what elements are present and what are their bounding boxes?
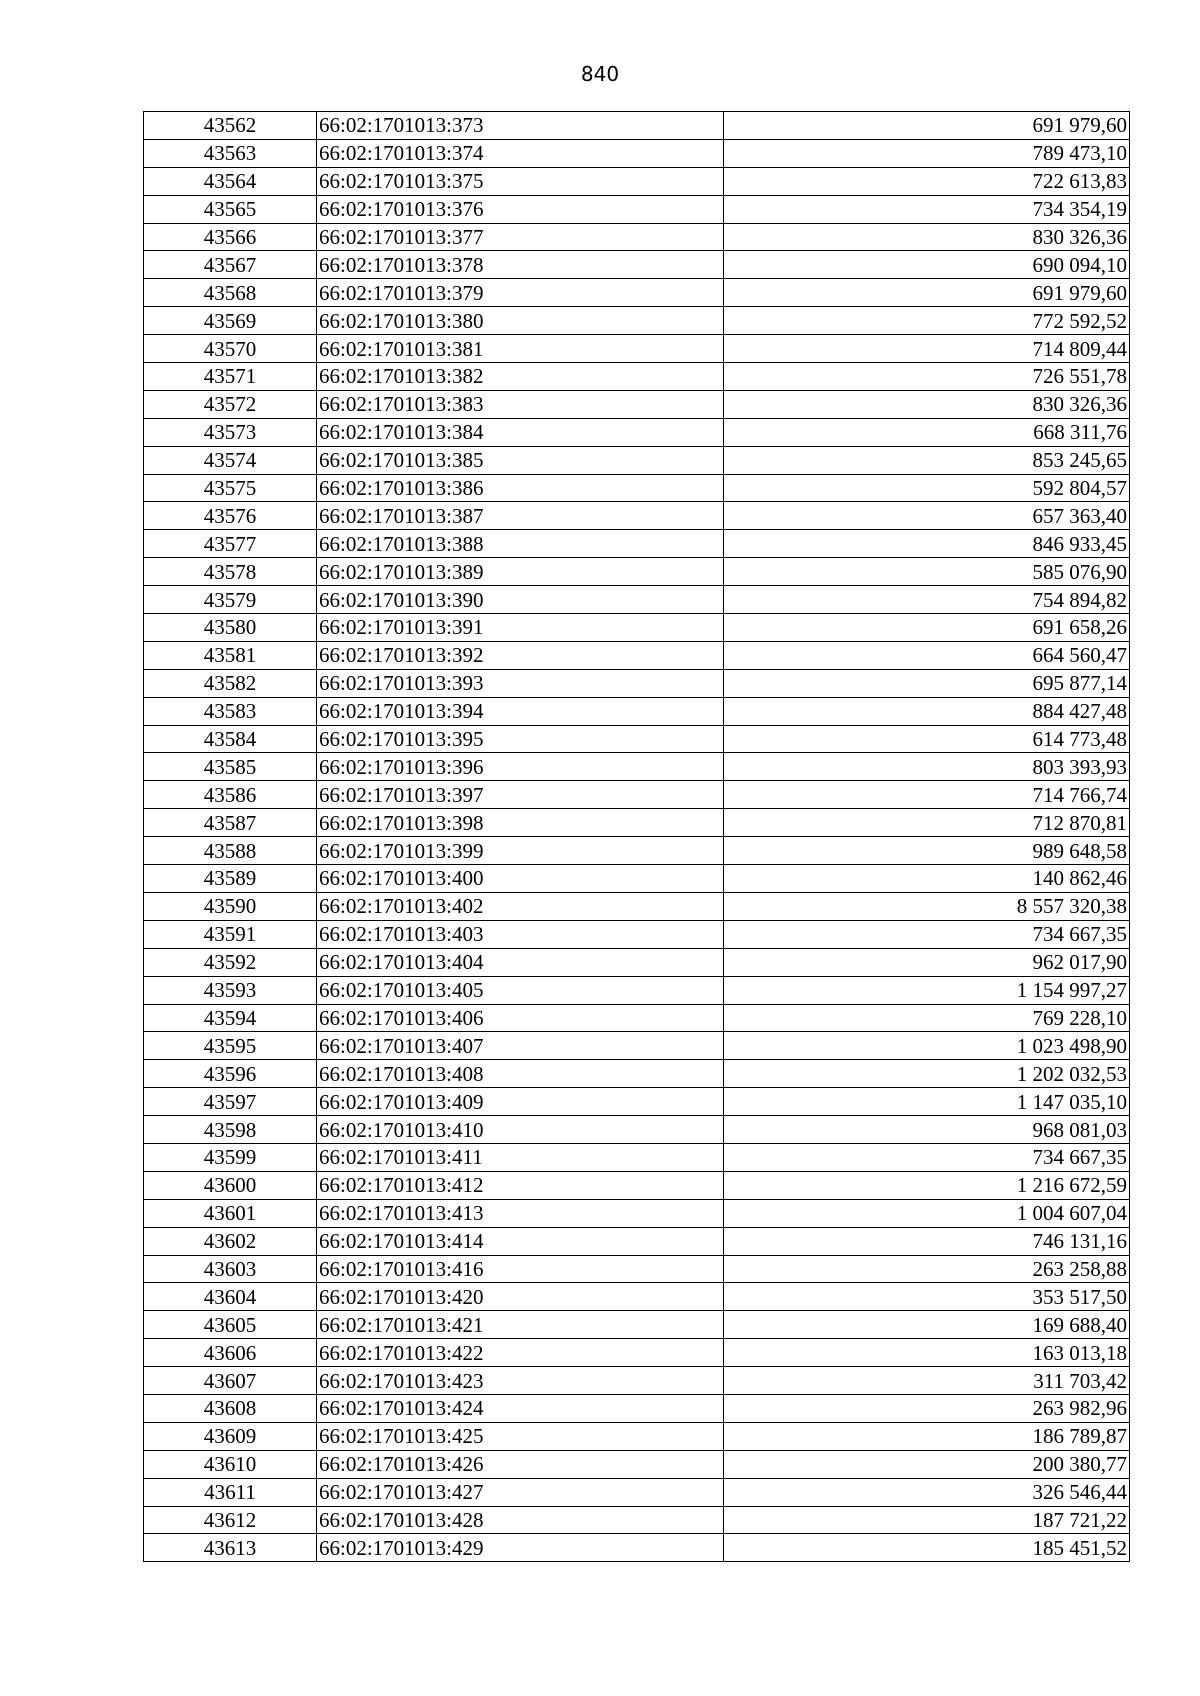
cadastral-value-cell: 657 363,40 [724, 502, 1130, 530]
cadastral-value-cell: 754 894,82 [724, 586, 1130, 614]
table-row [144, 1032, 1130, 1060]
table-row [144, 669, 1130, 697]
row-number-cell: 43601 [144, 1199, 317, 1227]
table-row [144, 1060, 1130, 1088]
table-row [144, 530, 1130, 558]
row-number-cell: 43611 [144, 1478, 317, 1506]
table-row [144, 418, 1130, 446]
row-number-cell: 43584 [144, 725, 317, 753]
cadastral-value-cell: 968 081,03 [724, 1116, 1130, 1144]
cadastral-value-cell: 8 557 320,38 [724, 892, 1130, 920]
table-row [144, 1534, 1130, 1562]
table-row [144, 1394, 1130, 1422]
row-number-cell: 43609 [144, 1422, 317, 1450]
cadastral-number-cell: 66:02:1701013:406 [317, 1004, 724, 1032]
table-row [144, 1339, 1130, 1367]
cadastral-number-cell: 66:02:1701013:424 [317, 1394, 724, 1422]
table-row [144, 307, 1130, 335]
cadastral-value-cell: 746 131,16 [724, 1227, 1130, 1255]
cadastral-value-cell: 1 147 035,10 [724, 1088, 1130, 1116]
table-row [144, 1199, 1130, 1227]
cadastral-number-cell: 66:02:1701013:396 [317, 753, 724, 781]
table-row [144, 1143, 1130, 1171]
table-row [144, 223, 1130, 251]
cadastral-value-cell: 691 979,60 [724, 112, 1130, 140]
row-number-cell: 43585 [144, 753, 317, 781]
cadastral-value-cell: 695 877,14 [724, 669, 1130, 697]
row-number-cell: 43568 [144, 279, 317, 307]
cadastral-number-cell: 66:02:1701013:394 [317, 697, 724, 725]
cadastral-number-cell: 66:02:1701013:373 [317, 112, 724, 140]
cadastral-number-cell: 66:02:1701013:420 [317, 1283, 724, 1311]
cadastral-number-cell: 66:02:1701013:383 [317, 390, 724, 418]
table-row [144, 139, 1130, 167]
table-row [144, 920, 1130, 948]
cadastral-value-cell: 614 773,48 [724, 725, 1130, 753]
cadastral-number-cell: 66:02:1701013:404 [317, 948, 724, 976]
row-number-cell: 43602 [144, 1227, 317, 1255]
cadastral-number-cell: 66:02:1701013:403 [317, 920, 724, 948]
row-number-cell: 43607 [144, 1367, 317, 1395]
cadastral-value-cell: 585 076,90 [724, 558, 1130, 586]
table-row [144, 1227, 1130, 1255]
cadastral-number-cell: 66:02:1701013:393 [317, 669, 724, 697]
cadastral-number-cell: 66:02:1701013:399 [317, 837, 724, 865]
cadastral-value-cell: 962 017,90 [724, 948, 1130, 976]
cadastral-number-cell: 66:02:1701013:400 [317, 865, 724, 893]
table-row [144, 335, 1130, 363]
cadastral-number-cell: 66:02:1701013:428 [317, 1506, 724, 1534]
table-row [144, 195, 1130, 223]
row-number-cell: 43574 [144, 446, 317, 474]
table-row [144, 112, 1130, 140]
table-row [144, 948, 1130, 976]
cadastral-number-cell: 66:02:1701013:388 [317, 530, 724, 558]
row-number-cell: 43579 [144, 586, 317, 614]
row-number-cell: 43570 [144, 335, 317, 363]
cadastral-number-cell: 66:02:1701013:407 [317, 1032, 724, 1060]
row-number-cell: 43612 [144, 1506, 317, 1534]
row-number-cell: 43588 [144, 837, 317, 865]
cadastral-value-cell: 691 658,26 [724, 614, 1130, 642]
cadastral-number-cell: 66:02:1701013:405 [317, 976, 724, 1004]
cadastral-number-cell: 66:02:1701013:385 [317, 446, 724, 474]
table-row [144, 363, 1130, 391]
table-row [144, 1311, 1130, 1339]
cadastral-value-cell: 884 427,48 [724, 697, 1130, 725]
table-row [144, 837, 1130, 865]
table-row [144, 279, 1130, 307]
cadastral-value-cell: 830 326,36 [724, 223, 1130, 251]
cadastral-value-cell: 187 721,22 [724, 1506, 1130, 1534]
table-row [144, 1088, 1130, 1116]
table-row [144, 1255, 1130, 1283]
table-row [144, 446, 1130, 474]
table-row [144, 390, 1130, 418]
row-number-cell: 43606 [144, 1339, 317, 1367]
row-number-cell: 43565 [144, 195, 317, 223]
row-number-cell: 43598 [144, 1116, 317, 1144]
table-row [144, 1450, 1130, 1478]
cadastral-value-cell: 691 979,60 [724, 279, 1130, 307]
cadastral-number-cell: 66:02:1701013:422 [317, 1339, 724, 1367]
table-row [144, 641, 1130, 669]
row-number-cell: 43600 [144, 1171, 317, 1199]
cadastral-number-cell: 66:02:1701013:413 [317, 1199, 724, 1227]
cadastral-value-table [143, 111, 1130, 1562]
cadastral-number-cell: 66:02:1701013:411 [317, 1143, 724, 1171]
cadastral-number-cell: 66:02:1701013:376 [317, 195, 724, 223]
table-row [144, 251, 1130, 279]
table-row [144, 167, 1130, 195]
table-row [144, 1283, 1130, 1311]
table-row [144, 586, 1130, 614]
table-row [144, 1478, 1130, 1506]
cadastral-value-cell: 714 766,74 [724, 781, 1130, 809]
cadastral-number-cell: 66:02:1701013:381 [317, 335, 724, 363]
cadastral-number-cell: 66:02:1701013:382 [317, 363, 724, 391]
cadastral-number-cell: 66:02:1701013:416 [317, 1255, 724, 1283]
table-row [144, 1004, 1130, 1032]
row-number-cell: 43593 [144, 976, 317, 1004]
cadastral-value-cell: 830 326,36 [724, 390, 1130, 418]
row-number-cell: 43596 [144, 1060, 317, 1088]
table-row [144, 809, 1130, 837]
cadastral-value-cell: 690 094,10 [724, 251, 1130, 279]
cadastral-value-cell: 1 216 672,59 [724, 1171, 1130, 1199]
table-row [144, 725, 1130, 753]
cadastral-value-cell: 353 517,50 [724, 1283, 1130, 1311]
row-number-cell: 43580 [144, 614, 317, 642]
row-number-cell: 43562 [144, 112, 317, 140]
row-number-cell: 43564 [144, 167, 317, 195]
row-number-cell: 43578 [144, 558, 317, 586]
table-row [144, 1367, 1130, 1395]
cadastral-number-cell: 66:02:1701013:375 [317, 167, 724, 195]
cadastral-value-cell: 714 809,44 [724, 335, 1130, 363]
cadastral-number-cell: 66:02:1701013:386 [317, 474, 724, 502]
cadastral-number-cell: 66:02:1701013:423 [317, 1367, 724, 1395]
row-number-cell: 43566 [144, 223, 317, 251]
cadastral-number-cell: 66:02:1701013:425 [317, 1422, 724, 1450]
row-number-cell: 43576 [144, 502, 317, 530]
row-number-cell: 43603 [144, 1255, 317, 1283]
cadastral-value-cell: 200 380,77 [724, 1450, 1130, 1478]
row-number-cell: 43573 [144, 418, 317, 446]
cadastral-number-cell: 66:02:1701013:414 [317, 1227, 724, 1255]
row-number-cell: 43571 [144, 363, 317, 391]
row-number-cell: 43577 [144, 530, 317, 558]
row-number-cell: 43569 [144, 307, 317, 335]
cadastral-number-cell: 66:02:1701013:387 [317, 502, 724, 530]
table-row [144, 976, 1130, 1004]
row-number-cell: 43586 [144, 781, 317, 809]
cadastral-value-cell: 185 451,52 [724, 1534, 1130, 1562]
row-number-cell: 43563 [144, 139, 317, 167]
cadastral-number-cell: 66:02:1701013:410 [317, 1116, 724, 1144]
cadastral-value-cell: 769 228,10 [724, 1004, 1130, 1032]
cadastral-number-cell: 66:02:1701013:402 [317, 892, 724, 920]
cadastral-value-cell: 846 933,45 [724, 530, 1130, 558]
cadastral-value-cell: 726 551,78 [724, 363, 1130, 391]
row-number-cell: 43610 [144, 1450, 317, 1478]
cadastral-value-cell: 186 789,87 [724, 1422, 1130, 1450]
cadastral-value-cell: 140 862,46 [724, 865, 1130, 893]
cadastral-number-cell: 66:02:1701013:398 [317, 809, 724, 837]
table-row [144, 1116, 1130, 1144]
cadastral-number-cell: 66:02:1701013:378 [317, 251, 724, 279]
row-number-cell: 43592 [144, 948, 317, 976]
row-number-cell: 43613 [144, 1534, 317, 1562]
cadastral-number-cell: 66:02:1701013:429 [317, 1534, 724, 1562]
cadastral-number-cell: 66:02:1701013:391 [317, 614, 724, 642]
cadastral-value-cell: 326 546,44 [724, 1478, 1130, 1506]
row-number-cell: 43582 [144, 669, 317, 697]
cadastral-value-cell: 989 648,58 [724, 837, 1130, 865]
row-number-cell: 43575 [144, 474, 317, 502]
table-row [144, 892, 1130, 920]
table-row [144, 474, 1130, 502]
cadastral-number-cell: 66:02:1701013:395 [317, 725, 724, 753]
cadastral-value-cell: 263 982,96 [724, 1394, 1130, 1422]
cadastral-number-cell: 66:02:1701013:384 [317, 418, 724, 446]
cadastral-number-cell: 66:02:1701013:379 [317, 279, 724, 307]
page-number: 840 [580, 62, 620, 86]
row-number-cell: 43597 [144, 1088, 317, 1116]
row-number-cell: 43605 [144, 1311, 317, 1339]
cadastral-number-cell: 66:02:1701013:390 [317, 586, 724, 614]
cadastral-value-cell: 1 202 032,53 [724, 1060, 1130, 1088]
row-number-cell: 43604 [144, 1283, 317, 1311]
table-row [144, 558, 1130, 586]
row-number-cell: 43608 [144, 1394, 317, 1422]
cadastral-number-cell: 66:02:1701013:397 [317, 781, 724, 809]
table-row [144, 614, 1130, 642]
cadastral-value-cell: 592 804,57 [724, 474, 1130, 502]
cadastral-number-cell: 66:02:1701013:426 [317, 1450, 724, 1478]
cadastral-number-cell: 66:02:1701013:408 [317, 1060, 724, 1088]
row-number-cell: 43583 [144, 697, 317, 725]
row-number-cell: 43594 [144, 1004, 317, 1032]
row-number-cell: 43581 [144, 641, 317, 669]
cadastral-number-cell: 66:02:1701013:377 [317, 223, 724, 251]
cadastral-value-cell: 311 703,42 [724, 1367, 1130, 1395]
cadastral-value-cell: 163 013,18 [724, 1339, 1130, 1367]
cadastral-value-cell: 853 245,65 [724, 446, 1130, 474]
cadastral-number-cell: 66:02:1701013:427 [317, 1478, 724, 1506]
cadastral-value-cell: 668 311,76 [724, 418, 1130, 446]
table-row [144, 1422, 1130, 1450]
cadastral-value-cell: 263 258,88 [724, 1255, 1130, 1283]
cadastral-value-cell: 734 667,35 [724, 1143, 1130, 1171]
cadastral-value-cell: 722 613,83 [724, 167, 1130, 195]
cadastral-value-cell: 664 560,47 [724, 641, 1130, 669]
row-number-cell: 43599 [144, 1143, 317, 1171]
row-number-cell: 43567 [144, 251, 317, 279]
cadastral-value-cell: 169 688,40 [724, 1311, 1130, 1339]
cadastral-value-cell: 803 393,93 [724, 753, 1130, 781]
cadastral-number-cell: 66:02:1701013:412 [317, 1171, 724, 1199]
cadastral-number-cell: 66:02:1701013:409 [317, 1088, 724, 1116]
table-row [144, 502, 1130, 530]
table-row [144, 1171, 1130, 1199]
cadastral-number-cell: 66:02:1701013:389 [317, 558, 724, 586]
table-row [144, 1506, 1130, 1534]
cadastral-number-cell: 66:02:1701013:392 [317, 641, 724, 669]
cadastral-number-cell: 66:02:1701013:380 [317, 307, 724, 335]
cadastral-value-cell: 789 473,10 [724, 139, 1130, 167]
table-row [144, 753, 1130, 781]
row-number-cell: 43572 [144, 390, 317, 418]
cadastral-value-cell: 712 870,81 [724, 809, 1130, 837]
cadastral-value-cell: 772 592,52 [724, 307, 1130, 335]
cadastral-value-cell: 734 354,19 [724, 195, 1130, 223]
row-number-cell: 43595 [144, 1032, 317, 1060]
table-body [144, 112, 1130, 1562]
table-row [144, 697, 1130, 725]
row-number-cell: 43590 [144, 892, 317, 920]
row-number-cell: 43589 [144, 865, 317, 893]
table-row [144, 781, 1130, 809]
table-row [144, 865, 1130, 893]
cadastral-number-cell: 66:02:1701013:421 [317, 1311, 724, 1339]
cadastral-number-cell: 66:02:1701013:374 [317, 139, 724, 167]
cadastral-value-cell: 1 154 997,27 [724, 976, 1130, 1004]
row-number-cell: 43591 [144, 920, 317, 948]
cadastral-value-cell: 1 004 607,04 [724, 1199, 1130, 1227]
cadastral-value-cell: 734 667,35 [724, 920, 1130, 948]
row-number-cell: 43587 [144, 809, 317, 837]
cadastral-value-cell: 1 023 498,90 [724, 1032, 1130, 1060]
